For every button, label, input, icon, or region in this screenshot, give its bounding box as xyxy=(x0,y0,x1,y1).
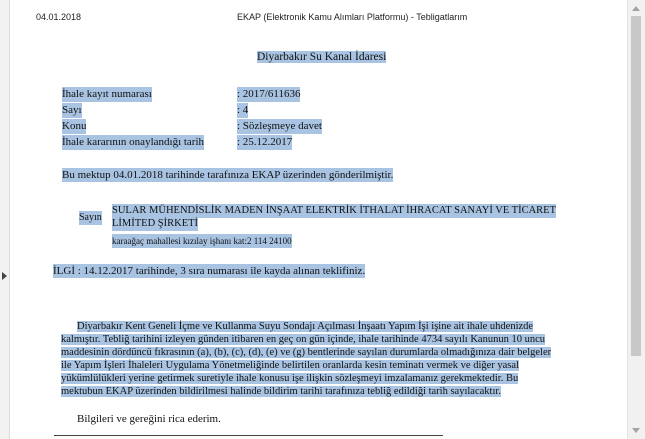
field-value: : 25.12.2017 xyxy=(237,136,293,148)
signature-divider xyxy=(54,435,443,436)
expand-panel-arrow-icon[interactable] xyxy=(2,272,7,280)
print-date: 04.01.2018 xyxy=(36,12,82,22)
vertical-scrollbar[interactable] xyxy=(627,0,645,439)
field-value: : 2017/611636 xyxy=(237,88,301,100)
sent-notice: Bu mektup 04.01.2018 tarihinde tarafınıza EKAP üzerinden gönderilmiştir. xyxy=(62,169,394,181)
body-line: kalmıştır. Tebliğ tarihini izleyen günden itibaren en geç on gün içinde, ihale tarihinde 4734 sayılı Kanunun 10 uncu xyxy=(61,334,545,345)
letter-body xyxy=(61,320,566,398)
scroll-up-arrow-icon[interactable] xyxy=(632,6,640,11)
left-panel-gutter[interactable] xyxy=(0,0,10,439)
field-row xyxy=(62,87,310,102)
recipient-address: karaağaç mahallesi kızılay işhanı kat:2 114 24100 xyxy=(112,236,292,246)
closing-line: Bilgileri ve gereğini rica ederim. xyxy=(77,413,221,425)
field-row xyxy=(62,135,310,150)
body-line: mektubun EKAP üzerinden bildirilmesi halinde bildirim tarihi tarafınıza tebliğ edildiği tarih sayılacaktır. xyxy=(61,386,501,397)
field-label: İhale kayıt numarası xyxy=(62,88,152,100)
body-line: maddesinin dördüncü fıkrasının (a), (b), (c), (d), (e) ve (g) bentlerinde sayılan durumlarda olmadığınıza dair belgeler xyxy=(61,347,552,358)
salutation: Sayın xyxy=(79,212,102,223)
field-row xyxy=(62,103,310,118)
field-label: Sayı xyxy=(62,104,82,116)
scroll-down-arrow-icon[interactable] xyxy=(632,428,640,433)
organization-name: Diyarbakır Su Kanal İdaresi xyxy=(257,51,387,63)
scrollbar-thumb[interactable] xyxy=(631,16,641,356)
reference-line: İLGİ : 14.12.2017 tarihinde, 3 sıra numarası ile kayda alınan teklifiniz. xyxy=(53,265,366,277)
document-page xyxy=(15,0,626,439)
body-line: yükümlülükleri yerine getirmek suretiyle ihale konusu işe ilişkin sözleşmeyi imzalamanız gerekmektedir. Bu xyxy=(61,373,519,384)
recipient-name-line1: SULAR MÜHENDİSLİK MADEN İNŞAAT ELEKTRİK İTHALAT İHRACAT SANAYİ VE TİCARET xyxy=(112,205,557,216)
field-row xyxy=(62,119,322,134)
body-line: ile Yapım İşleri İhaleleri Uygulama Yönetmeliğinde belirtilen oranlarda kesin teminatı vermek ve diğer yasal xyxy=(61,360,519,371)
field-value: : Sözleşmeye davet xyxy=(237,120,322,132)
body-line: Diyarbakır Kent Geneli İçme ve Kullanma Suyu Sondajı Açılması İnşaatı Yapım İşi işine ait ihale uhdenizde xyxy=(77,321,534,332)
recipient-name-line2: LİMİTED ŞİRKETİ xyxy=(112,218,199,229)
field-label: İhale kararının onaylandığı tarih xyxy=(62,136,205,148)
print-title: EKAP (Elektronik Kamu Alımları Platformu) - Tebligatlarım xyxy=(237,12,468,22)
field-label: Konu xyxy=(62,120,87,132)
field-value: : 4 xyxy=(237,104,249,116)
